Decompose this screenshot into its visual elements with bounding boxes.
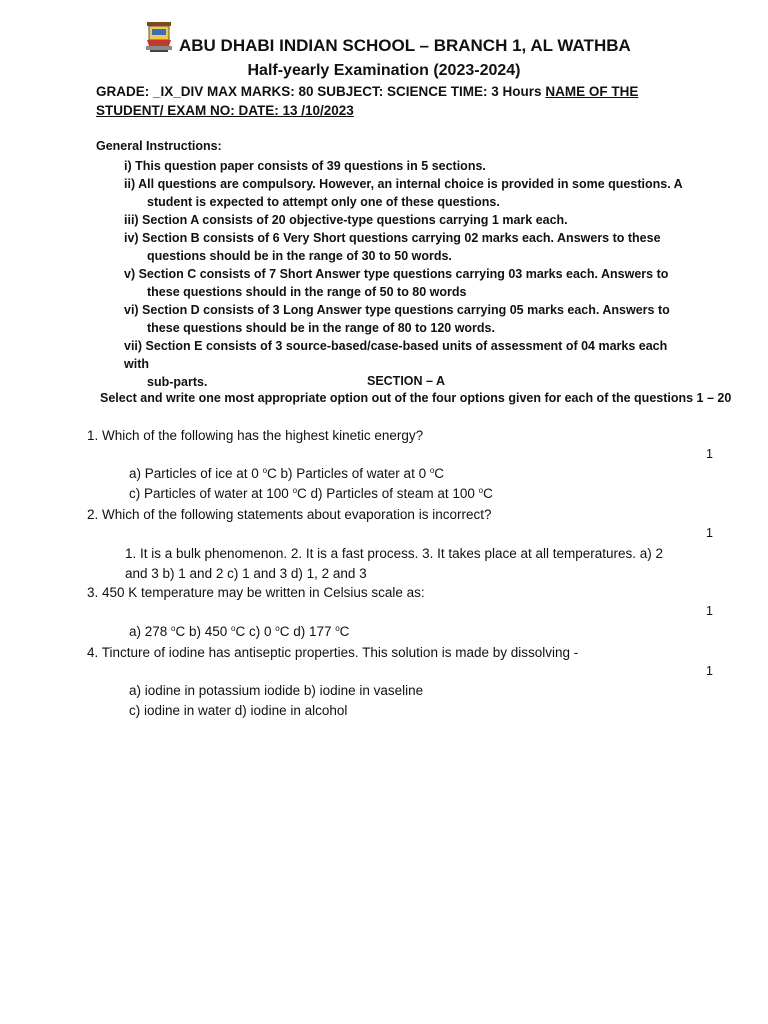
question-mark: 1 [706, 526, 713, 540]
instruction-item [124, 175, 684, 211]
general-instructions-title: General Instructions: [96, 139, 222, 153]
question-text: 4. Tincture of iodine has antiseptic properties. This solution is made by dissolving - [87, 645, 579, 660]
question-text: 2. Which of the following statements about evaporation is incorrect? [87, 507, 492, 522]
section-instructions: Select and write one most appropriate option out of the four options given for each of the questions 1 – 20 [100, 391, 732, 405]
instruction-continuation: these questions should in the range of 50 to 80 words [147, 285, 467, 299]
instruction-text: vi) Section D consists of 3 Long Answer type questions carrying 05 marks each. Answers to [124, 303, 670, 317]
question-mark: 1 [706, 604, 713, 618]
question-options: a) Particles of ice at 0 $^o$C b) Particles of water at 0 $^o$C [129, 466, 445, 481]
exam-details-line-2 [96, 103, 354, 118]
question-options: 1. It is a bulk phenomenon. 2. It is a fast process. 3. It takes place at all temperatures. a) 2 and 3 b) 1 and 2 c) 1 and 3 d) 1, 2 and 3 [125, 546, 664, 581]
question-options: c) iodine in water d) iodine in alcohol [129, 703, 348, 718]
instruction-item [124, 229, 684, 265]
instruction-item [124, 157, 684, 175]
instruction-continuation: these questions should be in the range of 80 to 120 words. [147, 321, 495, 335]
question-options: a) 278 $^o$C b) 450 $^o$C c) 0 $^o$C d) 177 $^o$C [129, 624, 350, 639]
student-name-label: NAME OF THE [545, 84, 639, 99]
exam-details-line-1 [96, 84, 638, 99]
student-exam-date-label: STUDENT/ EXAM NO: DATE: 13 /10/2023 [96, 103, 354, 118]
school-crest-logo [144, 21, 174, 53]
grade-marks-subject-time: GRADE: _IX_DIV MAX MARKS: 80 SUBJECT: SCIENCE TIME: 3 Hours [96, 84, 546, 99]
section-title: SECTION – A [366, 374, 446, 388]
instruction-continuation: questions should be in the range of 30 to 50 words. [147, 249, 452, 263]
question-mark: 1 [706, 447, 713, 461]
instruction-continuation: sub-parts. [147, 375, 208, 389]
instruction-item [124, 265, 684, 301]
instruction-text: i) This question paper consists of 39 questions in 5 sections. [124, 159, 486, 173]
instruction-text: iii) Section A consists of 20 objective-type questions carrying 1 mark each. [124, 213, 568, 227]
instruction-item [124, 211, 684, 229]
instruction-item [124, 301, 684, 337]
exam-title: Half-yearly Examination (2023-2024) [247, 62, 521, 79]
question-options: a) iodine in potassium iodide b) iodine in vaseline [129, 683, 424, 698]
school-name: ABU DHABI INDIAN SCHOOL – BRANCH 1, AL WATHBA [179, 36, 631, 55]
instruction-text: vii) Section E consists of 3 source-based/case-based units of assessment of 04 marks each with [124, 339, 668, 371]
question-options: c) Particles of water at 100 $^o$C d) Particles of steam at 100 $^o$C [129, 486, 493, 501]
instruction-text: ii) All questions are compulsory. However, an internal choice is provided in some questions. A [124, 177, 683, 191]
question-text: 3. 450 K temperature may be written in Celsius scale as: [87, 585, 425, 600]
instruction-continuation: student is expected to attempt only one of these questions. [147, 195, 500, 209]
question-mark: 1 [706, 664, 713, 678]
instruction-text: iv) Section B consists of 6 Very Short questions carrying 02 marks each. Answers to these [124, 231, 661, 245]
instruction-text: v) Section C consists of 7 Short Answer type questions carrying 03 marks each. Answers to [124, 267, 669, 281]
question-text: 1. Which of the following has the highest kinetic energy? [87, 428, 424, 443]
